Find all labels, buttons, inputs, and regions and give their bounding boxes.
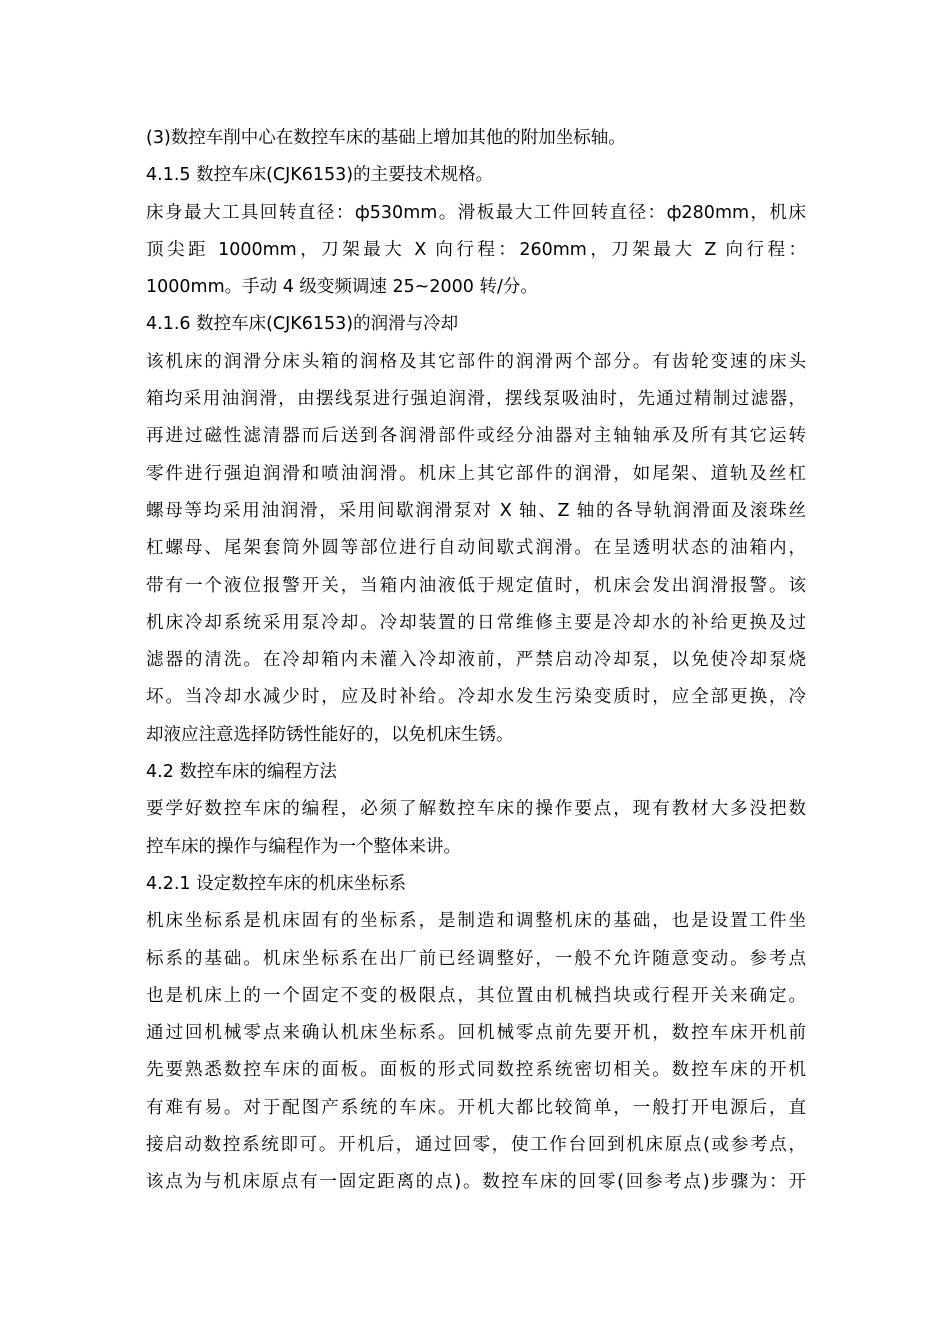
paragraph-line: 坏。当冷却水减少时，应及时补给。冷却水发生污染变质时，应全部更换，冷 — [146, 687, 806, 708]
paragraph-line: 先要熟悉数控车床的面板。面板的形式同数控系统密切相关。数控车床的开机 — [146, 1060, 806, 1081]
paragraph-line: 要学好数控车床的编程，必须了解数控车床的操作要点，现有教材大多没把数 — [146, 799, 806, 820]
section-heading: 4.2 数控车床的编程方法 — [146, 762, 337, 783]
paragraph-line: 该点为与机床原点有一固定距离的点)。数控车床的回零(回参考点)步骤为：开 — [146, 1172, 806, 1193]
paragraph-line: 顶尖距 1000mm，刀架最大 X 向行程：260mm，刀架最大 Z 向行程： — [146, 239, 806, 260]
paragraph-line: 控车床的操作与编程作为一个整体来讲。 — [146, 836, 461, 857]
document-body — [146, 120, 806, 1202]
paragraph-line: 机床坐标系是机床固有的坐标系，是制造和调整机床的基础，也是设置工件坐 — [146, 911, 806, 932]
paragraph-line: 1000mm。手动 4 级变频调速 25~2000 转/分。 — [146, 277, 538, 298]
paragraph-line: 接启动数控系统即可。开机后，通过回零，使工作台回到机床原点(或参考点， — [146, 1135, 806, 1156]
paragraph-line: 也是机床上的一个固定不变的极限点，其位置由机械挡块或行程开关来确定。 — [146, 985, 806, 1006]
paragraph-line: 杠螺母、尾架套筒外圆等部位进行自动间歇式润滑。在呈透明状态的油箱内， — [146, 538, 806, 559]
paragraph-line: 箱均采用油润滑，由摆线泵进行强迫润滑，摆线泵吸油时，先通过精制过滤器， — [146, 389, 806, 410]
paragraph-line: 该机床的润滑分床头箱的润格及其它部件的润滑两个部分。有齿轮变速的床头 — [146, 351, 806, 372]
section-heading: 4.1.5 数控车床(CJK6153)的主要技术规格。 — [146, 165, 494, 186]
paragraph-line: 却液应注意选择防锈性能好的，以免机床生锈。 — [146, 724, 514, 745]
paragraph-line: 标系的基础。机床坐标系在出厂前已经调整好，一般不允许随意变动。参考点 — [146, 948, 806, 969]
paragraph-line: 再进过磁性滤清器而后送到各润滑部件或经分油器对主轴轴承及所有其它运转 — [146, 426, 806, 447]
paragraph-line: 通过回机械零点来确认机床坐标系。回机械零点前先要开机，数控车床开机前 — [146, 1023, 806, 1044]
paragraph-line: 床身最大工具回转直径：ф530mm。滑板最大工件回转直径：ф280mm，机床 — [146, 202, 806, 223]
section-heading: 4.1.6 数控车床(CJK6153)的润滑与冷却 — [146, 314, 459, 335]
paragraph-line: 有难有易。对于配图产系统的车床。开机大都比较简单，一般打开电源后，直 — [146, 1097, 806, 1118]
paragraph-line: 机床冷却系统采用泵冷却。冷却装置的日常维修主要是冷却水的补给更换及过 — [146, 612, 806, 633]
paragraph-line: 滤器的清洗。在冷却箱内未灌入冷却液前，严禁启动冷却泵，以免使冷却泵烧 — [146, 650, 806, 671]
paragraph-line: (3)数控车削中心在数控车床的基础上增加其他的附加坐标轴。 — [146, 128, 626, 148]
section-heading: 4.2.1 设定数控车床的机床坐标系 — [146, 873, 407, 894]
paragraph-line: 螺母等均采用油润滑，采用间歇润滑泵对 X 轴、Z 轴的各导轨润滑面及滚珠丝 — [146, 500, 806, 521]
paragraph-line: 带有一个液位报警开关，当箱内油液低于规定值时，机床会发出润滑报警。该 — [146, 575, 806, 596]
paragraph-line: 零件进行强迫润滑和喷油润滑。机床上其它部件的润滑，如尾架、道轨及丝杠 — [146, 463, 806, 484]
